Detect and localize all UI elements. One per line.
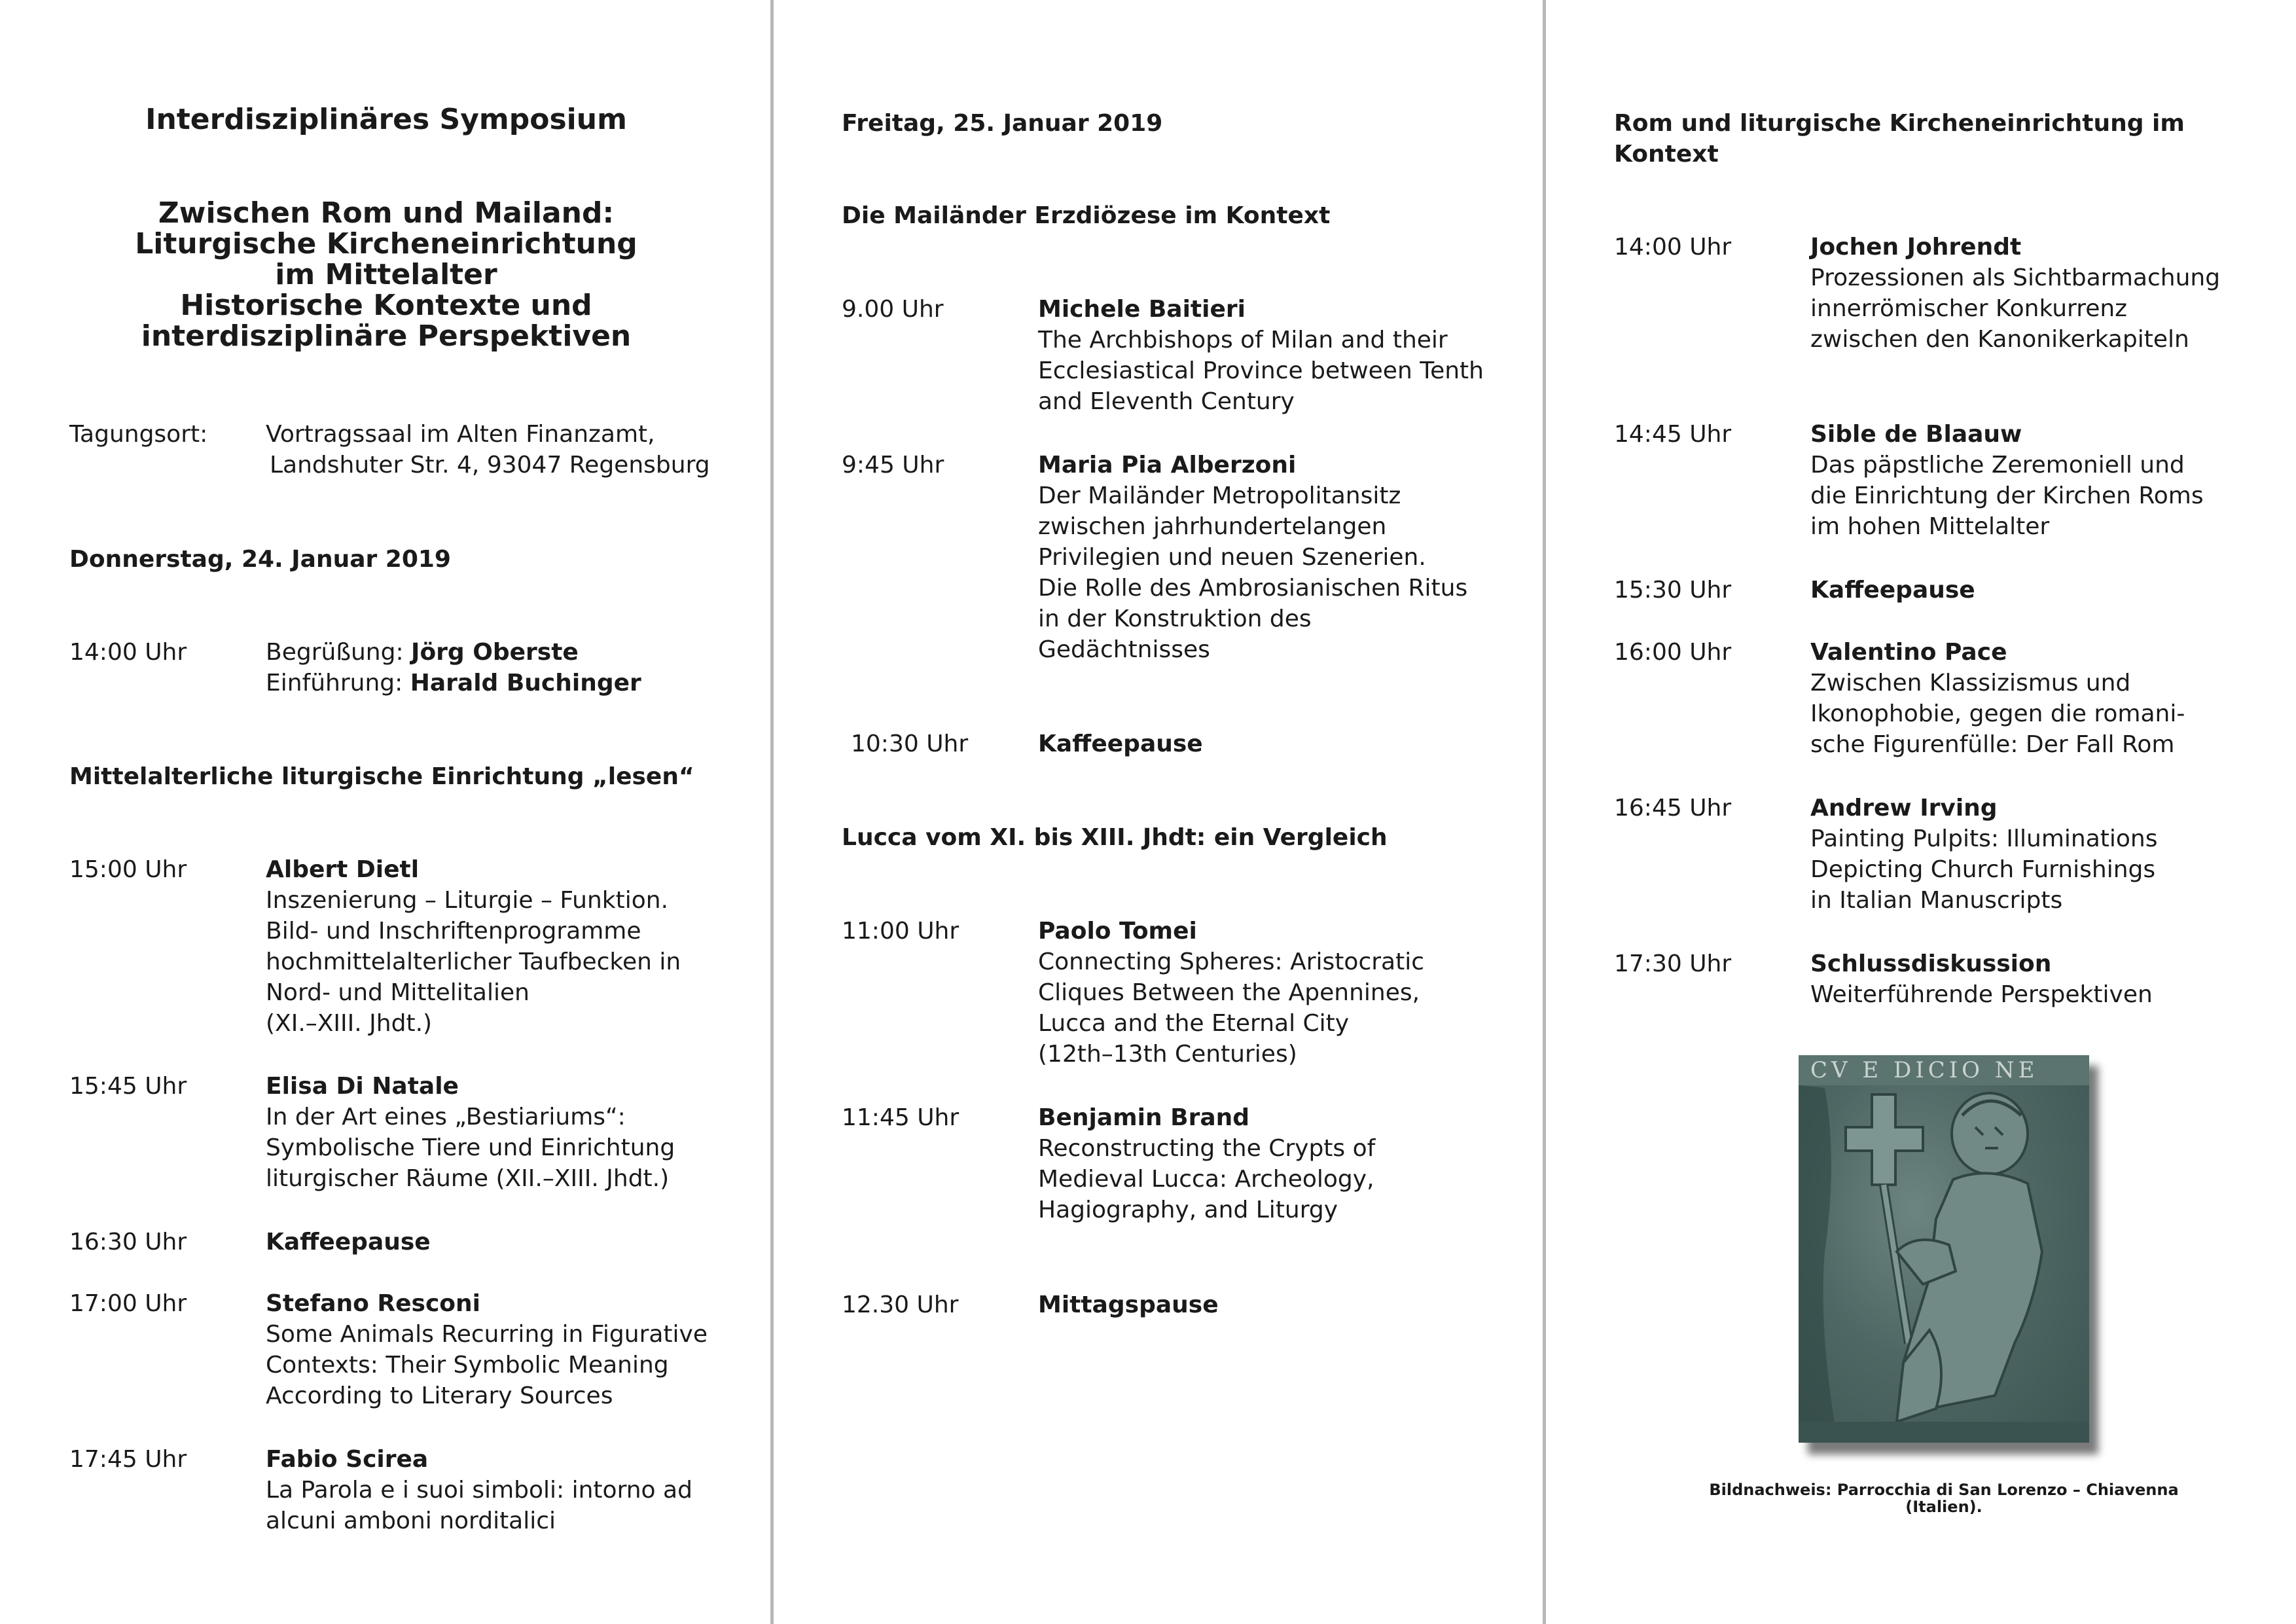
time: 17:30 Uhr: [1614, 950, 1732, 977]
time: 14:45 Uhr: [1614, 421, 1732, 448]
credit-line: Bildnachweis: Parrocchia di San Lorenzo – Chiavenna: [1709, 1481, 2179, 1499]
talk-title-line: Prozessionen als Sichtbarmachung: [1810, 264, 2221, 291]
speaker-name: Michele Baitieri: [1038, 296, 1246, 323]
program-entry: [266, 1071, 675, 1194]
talk-title-line: Weiterführende Perspektiven: [1810, 981, 2153, 1008]
symposium-title: [65, 198, 707, 352]
time: 17:00 Uhr: [69, 1290, 187, 1317]
day-heading: Freitag, 25. Januar 2019: [842, 110, 1163, 137]
talk-title-line: im hohen Mittelalter: [1810, 513, 2050, 540]
talk-title-line: In der Art eines „Bestiariums“:: [266, 1104, 626, 1130]
break-label: Kaffeepause: [1038, 731, 1203, 757]
section-heading: Die Mailänder Erzdiözese im Kontext: [842, 202, 1331, 229]
speaker-name: Benjamin Brand: [1038, 1104, 1250, 1131]
talk-title-line: Bild- und Inschriftenprogramme: [266, 918, 641, 945]
talk-title-line: Lucca and the Eternal City: [1038, 1010, 1350, 1037]
talk-title-line: The Archbishops of Milan and their: [1038, 327, 1448, 353]
title-line: Liturgische Kircheneinrichtung: [135, 227, 637, 261]
speaker-name: Jochen Johrendt: [1810, 234, 2022, 261]
program-entry: [1810, 948, 2153, 1010]
time: 15:00 Uhr: [69, 856, 187, 883]
image-credit: [1702, 1481, 2186, 1515]
talk-title-line: Die Rolle des Ambrosianischen Ritus: [1038, 575, 1468, 602]
break-label: Kaffeepause: [1810, 577, 1975, 604]
speaker-name: Jörg Oberste: [411, 639, 579, 666]
talk-title-line: Privilegien und neuen Szenerien.: [1038, 544, 1426, 571]
talk-title-line: hochmittelalterlicher Taufbecken in: [266, 948, 681, 975]
time: 12.30 Uhr: [842, 1291, 959, 1318]
speaker-name: Stefano Resconi: [266, 1290, 481, 1317]
talk-title-line: Contexts: Their Symbolic Meaning: [266, 1352, 669, 1379]
talk-title-line: Inszenierung – Liturgie – Funktion.: [266, 887, 669, 914]
speaker-name: Valentino Pace: [1810, 639, 2007, 666]
talk-title-line: liturgischer Räume (XII.–XIII. Jhdt.): [266, 1165, 670, 1192]
opening-introduction: [266, 668, 641, 698]
break-label: Mittagspause: [1038, 1291, 1219, 1318]
time: 15:30 Uhr: [1614, 577, 1732, 604]
relief-photo: [1799, 1055, 2097, 1448]
opening-prefix: Begrüßung:: [266, 639, 412, 666]
break-label: Kaffeepause: [266, 1229, 431, 1255]
venue-label: Tagungsort:: [69, 421, 208, 448]
talk-title-line: Symbolische Tiere und Einrichtung: [266, 1134, 675, 1161]
talk-title-line: Painting Pulpits: Illuminations: [1810, 825, 2158, 852]
speaker-name: Andrew Irving: [1810, 795, 1998, 821]
talk-title-line: Ikonophobie, gegen die romani-: [1810, 700, 2185, 727]
program-entry: [1038, 450, 1467, 665]
talk-title-line: (12th–13th Centuries): [1038, 1041, 1297, 1068]
program-entry: [266, 854, 681, 1039]
talk-title-line: alcuni amboni norditalici: [266, 1507, 556, 1534]
time: 10:30 Uhr: [851, 731, 969, 757]
section-heading: [1614, 108, 2185, 170]
speaker-name: Sible de Blaauw: [1810, 421, 2022, 448]
speaker-name: Maria Pia Alberzoni: [1038, 452, 1297, 478]
relief-figure-graphic: [1799, 1055, 2089, 1443]
program-entry: [1810, 232, 2220, 355]
talk-title-line: Depicting Church Furnishings: [1810, 856, 2156, 883]
talk-title-line: La Parola e i suoi simboli: intorno ad: [266, 1477, 692, 1504]
time: 14:00 Uhr: [69, 639, 187, 666]
talk-title-line: Zwischen Klassizismus und: [1810, 670, 2131, 696]
talk-title-line: Cliques Between the Apennines,: [1038, 979, 1420, 1006]
time: 16:00 Uhr: [1614, 639, 1732, 666]
talk-title-line: (XI.–XIII. Jhdt.): [266, 1010, 433, 1037]
speaker-name: Paolo Tomei: [1038, 918, 1197, 945]
program-entry: [1810, 637, 2185, 760]
program-entry: [1038, 1102, 1375, 1225]
program-entry: [1038, 294, 1484, 417]
talk-title-line: sche Figurenfülle: Der Fall Rom: [1810, 731, 2175, 758]
time: 17:45 Uhr: [69, 1446, 187, 1473]
title-line: im Mittelalter: [275, 258, 497, 291]
section-heading-line: Rom und liturgische Kircheneinrichtung im: [1614, 110, 2185, 137]
talk-title-line: Connecting Spheres: Aristocratic: [1038, 948, 1425, 975]
talk-title-line: zwischen jahrhundertelangen: [1038, 513, 1387, 540]
talk-title-line: Ecclesiastical Province between Tenth: [1038, 357, 1484, 384]
speaker-name: Elisa Di Natale: [266, 1073, 459, 1100]
speaker-name: Harald Buchinger: [410, 670, 641, 696]
title-line: interdisziplinäre Perspektiven: [141, 319, 632, 353]
talk-title-line: Gedächtnisses: [1038, 636, 1210, 663]
section-heading: Lucca vom XI. bis XIII. Jhdt: ein Vergleich: [842, 824, 1388, 851]
panel-left: [0, 0, 772, 1624]
program-entry: [1810, 419, 2204, 542]
time: 9:45 Uhr: [842, 452, 944, 478]
opening-prefix: Einführung:: [266, 670, 410, 696]
venue-line: Vortragssaal im Alten Finanzamt,: [266, 421, 655, 448]
time: 16:45 Uhr: [1614, 795, 1732, 821]
speaker-name: Schlussdiskussion: [1810, 950, 2052, 977]
talk-title-line: die Einrichtung der Kirchen Roms: [1810, 482, 2204, 509]
program-entry: [1038, 916, 1424, 1070]
credit-line: (Italien).: [1905, 1498, 1982, 1516]
relief-image: [1799, 1055, 2089, 1443]
speaker-name: Albert Dietl: [266, 856, 420, 883]
time: 11:00 Uhr: [842, 918, 960, 945]
program-entry: [1810, 793, 2158, 916]
opening-greeting: [266, 637, 579, 668]
title-line: Zwischen Rom und Mailand:: [158, 196, 615, 230]
section-heading-line: Kontext: [1614, 141, 1719, 168]
time: 16:30 Uhr: [69, 1229, 187, 1255]
time: 15:45 Uhr: [69, 1073, 187, 1100]
section-heading: Mittelalterliche liturgische Einrichtung „lesen“: [69, 763, 694, 790]
talk-title-line: innerrömischer Konkurrenz: [1810, 295, 2128, 322]
talk-title-line: in Italian Manuscripts: [1810, 887, 2063, 914]
venue-line: Landshuter Str. 4, 93047 Regensburg: [270, 452, 710, 478]
talk-title-line: According to Literary Sources: [266, 1382, 613, 1409]
talk-title-line: zwischen den Kanonikerkapiteln: [1810, 326, 2189, 353]
fold-line-right: [1543, 0, 1546, 1624]
program-entry: [266, 1288, 708, 1411]
time: 11:45 Uhr: [842, 1104, 960, 1131]
speaker-name: Fabio Scirea: [266, 1446, 429, 1473]
talk-title-line: and Eleventh Century: [1038, 388, 1295, 415]
title-line: Historische Kontexte und: [180, 289, 592, 322]
talk-title-line: Some Animals Recurring in Figurative: [266, 1321, 708, 1348]
talk-title-line: Reconstructing the Crypts of: [1038, 1135, 1376, 1162]
time: 9.00 Uhr: [842, 296, 944, 323]
talk-title-line: Das päpstliche Zeremoniell und: [1810, 452, 2185, 478]
day-heading: Donnerstag, 24. Januar 2019: [69, 546, 451, 573]
talk-title-line: Hagiography, and Liturgy: [1038, 1197, 1338, 1223]
program-entry: [266, 1444, 692, 1536]
talk-title-line: in der Konstruktion des: [1038, 605, 1312, 632]
symposium-label: Interdisziplinäres Symposium: [145, 103, 627, 136]
talk-title-line: Der Mailänder Metropolitansitz: [1038, 482, 1401, 509]
time: 14:00 Uhr: [1614, 234, 1732, 261]
talk-title-line: Nord- und Mittelitalien: [266, 979, 529, 1006]
talk-title-line: Medieval Lucca: Archeology,: [1038, 1166, 1374, 1193]
relief-inscription: CV E DICIO NE: [1810, 1057, 2039, 1083]
